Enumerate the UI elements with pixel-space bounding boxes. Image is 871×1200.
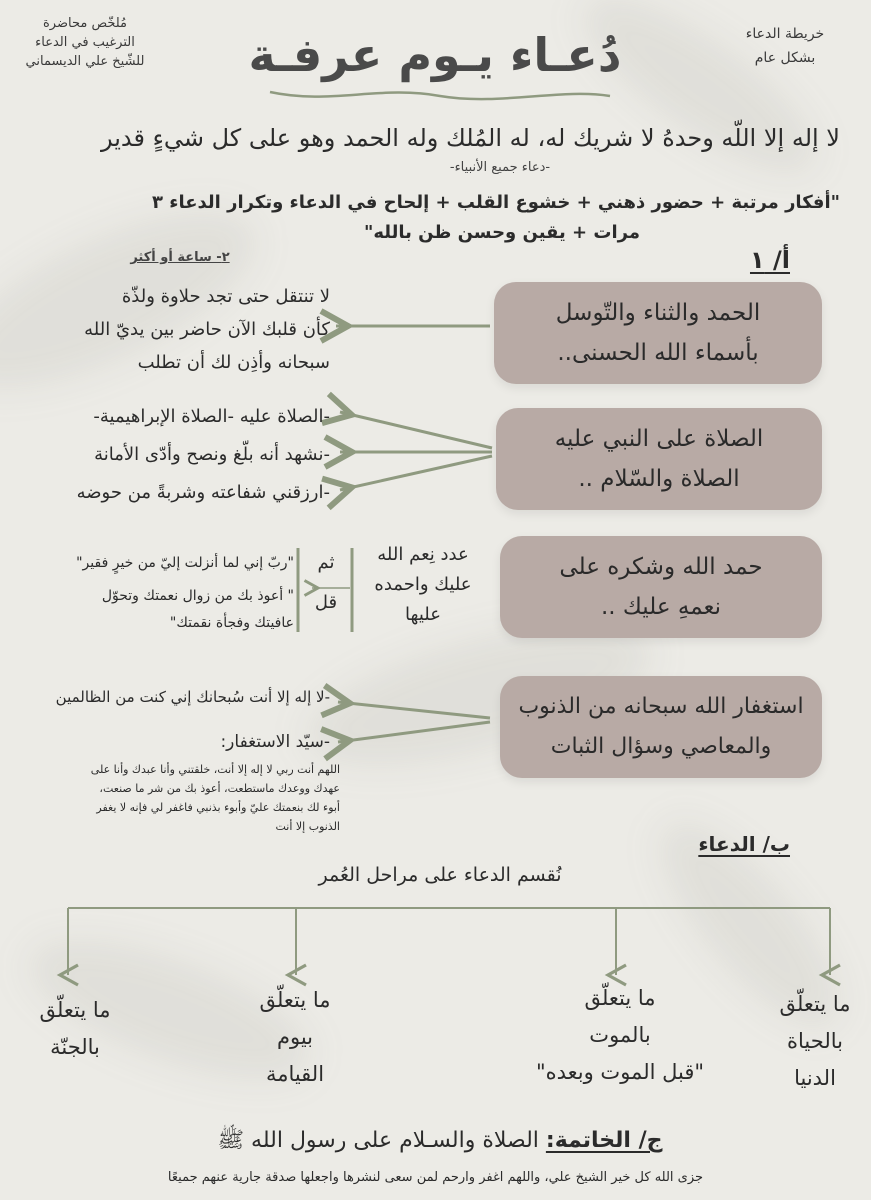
stage-line: بالجنّة <box>50 1035 100 1059</box>
praise-box-line: الحمد والثناء والتّوسل <box>555 300 761 326</box>
conditions-line: "أفكار مرتبة + حضور ذهني + خشوع القلب + إلحاح في الدعاء وتكرار الدعاء ٣ <box>152 192 840 213</box>
stage-line: بالموت <box>589 1023 651 1047</box>
gratitude-box-line: حمد الله وشكره على <box>559 554 763 580</box>
stage-line: ما يتعلّق <box>779 992 851 1016</box>
yunus-dua: -لا إله إلا أنت سُبحانك إني كنت من الظالمين <box>55 688 330 706</box>
istighfar-box <box>500 676 822 778</box>
arrow <box>338 702 490 718</box>
sayyid-line: أبوء لك بنعمتك عليّ وأبوء بذنبي فاغفر لي فإنه لا يغفر <box>96 801 340 814</box>
dua-line: " أعوذ بك من زوال نعمتك وتحوّل <box>101 588 294 604</box>
arrow <box>340 412 492 448</box>
page-title: دُعـاء يـوم عرفـة <box>248 28 622 82</box>
salawat-box-line: الصلاة على النبي عليه <box>554 426 764 452</box>
then-label: ثم <box>317 552 335 573</box>
stage-line: بيوم <box>276 1025 314 1049</box>
praise-note: كأن قلبك الآن حاضر بين يديّ الله <box>84 319 330 340</box>
gratitude-box <box>500 536 822 638</box>
footer-dua: جزى الله كل خير الشيخ علي، واللهم اغفر وارحم لمن سعى لنشرها واجعلها صدقة جارية عنهم جميعًا <box>167 1170 704 1185</box>
salawat-note: -ارزقني شفاعته وشربةً من حوضه <box>76 482 330 503</box>
lecture-note <box>10 14 160 71</box>
lecture-note-line: مُلخّص محاضرة <box>42 16 128 31</box>
stage-line: بالحياة <box>787 1029 843 1053</box>
stage-line: الدنيا <box>794 1066 836 1090</box>
praise-notes <box>40 280 330 379</box>
tahlil-line: لا إله إلا اللّه وحدهُ لا شريك له، له المُلك وله الحمد وهو على كل شيءٍ قدير <box>100 124 840 152</box>
praise-box <box>494 282 822 384</box>
conditions <box>20 188 840 248</box>
salawat-box <box>496 408 822 510</box>
stage-paradise <box>10 992 140 1066</box>
title-flourish <box>270 92 610 99</box>
count-line: عدد نِعم الله <box>377 544 469 565</box>
section-c-label: ج/ الخاتمة: <box>545 1128 663 1153</box>
stage-judgment-day <box>230 982 360 1093</box>
salawat-note: -نشهد أنه بلّغ ونصح وأدّى الأمانة <box>94 444 330 465</box>
salawat-notes <box>40 398 330 512</box>
istighfar-box-line: والمعاصي وسؤال الثبات <box>550 734 772 759</box>
stage-line: ما يتعلّق <box>584 986 656 1010</box>
sayyid-line: اللهم أنت ربي لا إله إلا أنت، خلقتني وأنا عبدك وأنا على <box>90 763 340 776</box>
say-label: قل <box>314 592 338 613</box>
count-line: عليها <box>405 604 441 625</box>
time-note: ٢- ساعة أو أكثر <box>130 250 230 265</box>
sayyid-line: الذنوب إلا أنت <box>275 820 340 833</box>
dua-line: "ربّ إني لما أنزلت إليّ من خيرٍ فقير" <box>76 555 294 571</box>
closing-line <box>160 1126 720 1158</box>
stage-line: ما يتعلّق <box>39 998 111 1022</box>
arrow <box>338 722 490 742</box>
arrow <box>340 456 492 490</box>
stage-line: القيامة <box>265 1062 325 1086</box>
praise-box-line: بأسماء الله الحسنى.. <box>557 340 759 366</box>
closing-text: الصلاة والسـلام على رسول الله ﷺ <box>217 1128 539 1153</box>
map-note-line: بشكل عام <box>754 50 816 66</box>
sayyid-line: عهدك ووعدك ماستطعت، أعوذ بك من شر ما صنعت، <box>99 782 340 795</box>
stage-line: "قبل الموت وبعده" <box>535 1060 705 1084</box>
sayyid-label: -سيّد الاستغفار: <box>220 732 330 752</box>
sayyid-istighfar <box>10 760 340 836</box>
gratitude-box-line: نعمهِ عليك .. <box>600 594 722 620</box>
stage-death <box>500 980 740 1091</box>
praise-note: سبحانه وأذِن لك أن تطلب <box>137 352 330 373</box>
dua-line: عافيتك وفجأة نقمتك" <box>169 615 294 631</box>
conditions-line: مرات + يقين وحسن ظن بالله" <box>363 222 640 243</box>
attribution: -دعاء جميع الأنبياء- <box>449 160 551 175</box>
lecture-note-line: الترغيب في الدعاء <box>35 35 135 50</box>
stage-line: ما يتعلّق <box>259 988 331 1012</box>
istighfar-box-line: استغفار الله سبحانه من الذنوب <box>518 694 804 719</box>
count-line: عليك واحمده <box>374 574 472 595</box>
salawat-box-line: الصلاة والسّلام .. <box>578 466 740 492</box>
stage-dunya <box>760 986 870 1097</box>
map-note-line: خريطة الدعاء <box>745 26 825 42</box>
section-b-label: ب/ الدعاء <box>698 832 790 856</box>
count-blessings <box>358 540 488 630</box>
salawat-note: -الصلاة عليه -الصلاة الإبراهيمية- <box>93 406 330 427</box>
praise-note: لا تنتقل حتى تجد حلاوة ولذّة <box>121 286 330 307</box>
map-note <box>720 22 850 70</box>
section-a-label: أ/ ١ <box>749 246 790 274</box>
gratitude-duas <box>14 550 294 637</box>
section-b-subtitle: نُقسم الدعاء على مراحل العُمر <box>318 864 562 886</box>
lecture-note-line: للشّيخ علي الديسماني <box>25 54 145 69</box>
